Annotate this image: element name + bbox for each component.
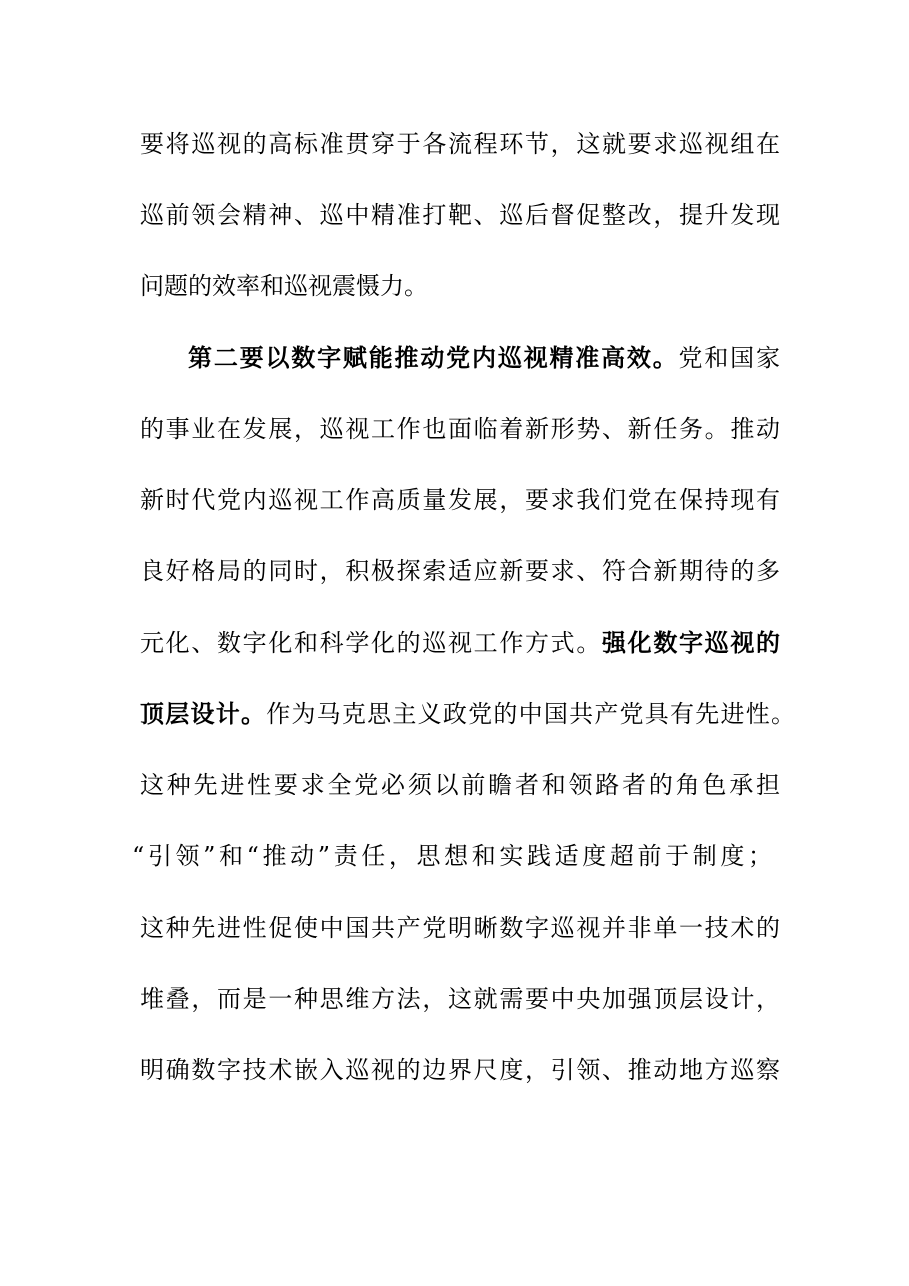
bold-heading-text: 顶层设计。 [140,699,267,728]
paragraph-line [140,1050,780,1090]
line-text: 堆叠，而是一种思维方法，这就需要中央加强顶层设计， [140,985,780,1013]
paragraph-line [140,765,780,805]
line-text: 新时代党内巡视工作高质量发展，要求我们党在保持现有 [140,486,780,514]
line-text: “引领”和“推动”责任，思想和实践适度超前于制度； [132,842,772,870]
paragraph-line [140,979,780,1019]
paragraph-line [140,551,780,591]
line-text: 良好格局的同时，积极探索适应新要求、符合新期待的多 [140,557,780,585]
bold-heading-text: 强化数字巡视的 [602,628,780,657]
paragraph-line [140,266,780,306]
paragraph-line [140,623,780,663]
paragraph-line [140,195,780,235]
paragraph-line [140,480,780,520]
paragraph-line [140,694,795,734]
paragraph-line [188,338,780,378]
line-text: 明确数字技术嵌入巡视的边界尺度，引领、推动地方巡察 [140,1056,780,1084]
line-text: 的事业在发展，巡视工作也面临着新形势、新任务。推动 [140,415,780,443]
line-text: 巡前领会精神、巡中精准打靶、巡后督促整改，提升发现 [140,201,780,229]
line-text: 作为马克思主义政党的中国共产党具有先进性。 [266,700,796,728]
line-text: 问题的效率和巡视震慑力。 [140,272,428,300]
paragraph-line [140,409,780,449]
paragraph-line [132,836,772,876]
line-text: 元化、数字化和科学化的巡视工作方式。 [140,629,602,657]
line-text: 要将巡视的高标准贯穿于各流程环节，这就要求巡视组在 [140,130,780,158]
bold-heading-text: 第二要以数字赋能推动党内巡视精准高效。 [188,343,679,372]
line-text: 这种先进性促使中国共产党明晰数字巡视并非单一技术的 [140,914,780,942]
line-text: 党和国家 [678,344,781,372]
paragraph-line [140,908,780,948]
line-text: 这种先进性要求全党必须以前瞻者和领路者的角色承担 [140,771,780,799]
paragraph-line [140,124,780,164]
